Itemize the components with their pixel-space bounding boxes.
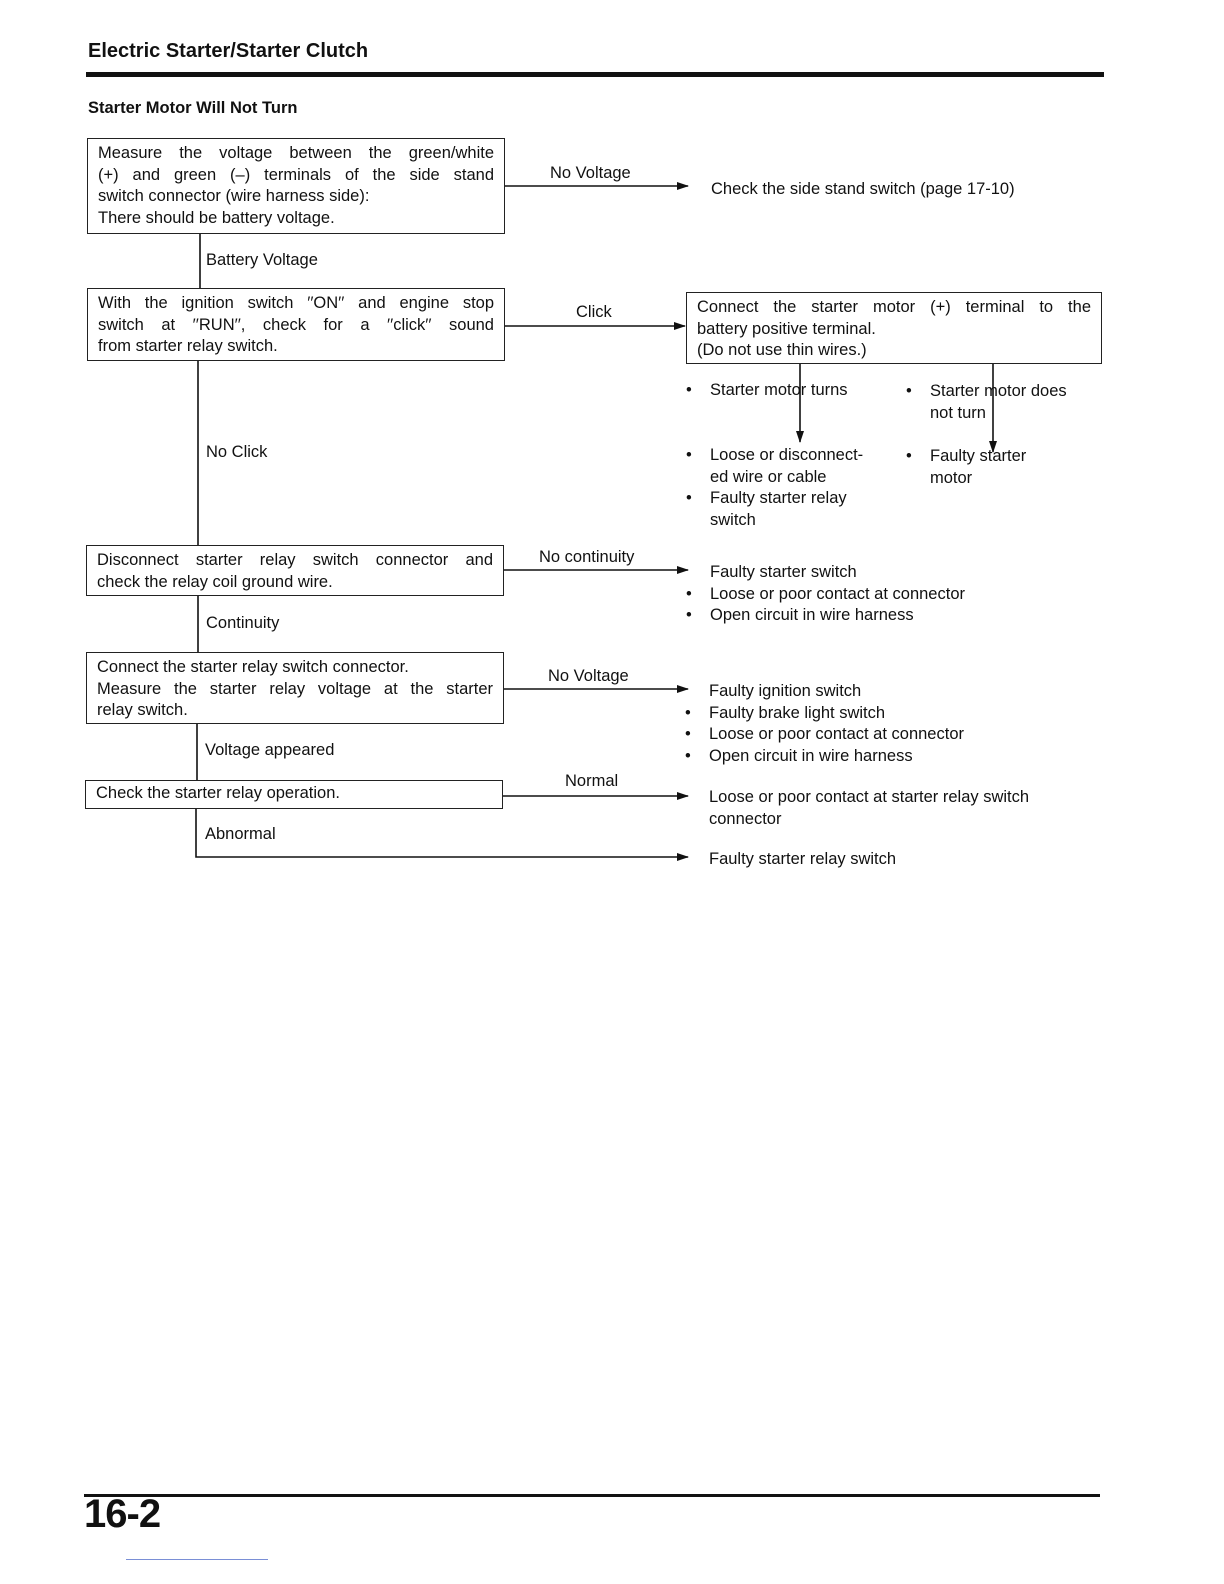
list-item [686, 488, 863, 531]
step-3-line: Disconnect starter relay switch connector and [97, 551, 493, 569]
motor-direct-test-box [686, 292, 1102, 364]
cause-text: Loose or disconnect- [710, 446, 864, 464]
result-text: Starter motor does [930, 382, 1067, 400]
step-4-measure-relay-voltage [86, 652, 504, 724]
bullet: • [906, 382, 912, 400]
list-item [685, 724, 964, 746]
bullet: • [686, 606, 692, 624]
step-4-line: relay switch. [97, 701, 188, 719]
label-click: Click [576, 303, 612, 321]
motor-test-line: battery positive terminal. [697, 319, 876, 338]
list-item [906, 381, 1067, 424]
result-motor-turns [686, 380, 848, 402]
cause-abnormal: Faulty starter relay switch [709, 850, 897, 868]
cause-text: Faulty starter switch [710, 563, 857, 581]
step-4-line: Measure the starter relay voltage at the starter [97, 679, 493, 698]
step-1-measure-voltage [87, 138, 505, 234]
step-5-line: Check the starter relay operation. [96, 784, 340, 802]
list-item [686, 562, 965, 584]
label-voltage-appeared: Voltage appeared [205, 741, 335, 759]
cause-text: motor [930, 468, 973, 487]
page-number: 16-2 [84, 1492, 161, 1536]
cause-normal [709, 787, 1029, 830]
step-1-line: Measure the voltage between the green/white [98, 144, 494, 162]
list-item [686, 605, 965, 627]
label-no-voltage-2: No Voltage [548, 667, 629, 685]
step-2-check-click [87, 288, 505, 361]
cause-text: Open circuit in wire harness [710, 606, 914, 624]
cause-text: Faulty brake light switch [709, 703, 886, 722]
bullet: • [685, 725, 691, 743]
list-item [686, 584, 965, 606]
step-3-line: check the relay coil ground wire. [97, 572, 333, 591]
cause-text: Loose or poor contact at connector [710, 584, 965, 603]
procedure-title: Starter Motor Will Not Turn [88, 99, 298, 117]
step-1-line: switch connector (wire harness side): [98, 187, 370, 205]
label-no-continuity: No continuity [539, 548, 635, 566]
motor-test-line: (Do not use thin wires.) [697, 341, 867, 359]
cause-text: Loose or poor contact at starter relay switch [709, 788, 1030, 806]
motor-test-line: Connect the starter motor (+) terminal to the [697, 298, 1091, 316]
result-text: Starter motor turns [710, 381, 848, 399]
cause-text: Open circuit in wire harness [709, 746, 913, 765]
cause-text: Faulty starter relay [710, 489, 847, 507]
causes-no-continuity [686, 562, 965, 627]
cause-text: ed wire or cable [710, 467, 827, 486]
cause-text: Faulty ignition switch [709, 682, 862, 700]
label-continuity: Continuity [206, 614, 280, 632]
list-item [685, 703, 964, 725]
footer-rule [84, 1494, 1100, 1497]
step-1-line: There should be battery voltage. [98, 208, 335, 227]
bullet: • [686, 489, 692, 507]
causes-motor-turns [686, 445, 863, 531]
label-normal: Normal [565, 772, 619, 790]
causes-no-voltage [685, 681, 964, 767]
bullet: • [685, 746, 691, 765]
bullet: • [686, 584, 692, 603]
label-abnormal: Abnormal [205, 825, 276, 843]
section-title: Electric Starter/Starter Clutch [88, 40, 369, 62]
bullet: • [686, 446, 692, 464]
bullet: • [686, 381, 692, 399]
cause-text: Faulty starter [930, 447, 1027, 465]
step-4-line: Connect the starter relay switch connector. [97, 658, 409, 676]
list-item [685, 746, 964, 768]
bullet: • [906, 447, 912, 465]
step-1-line: (+) and green (–) terminals of the side stand [98, 165, 494, 184]
causes-motor-not-turn [906, 446, 1026, 489]
step-2-line: With the ignition switch ′′ON′′ and engine stop [98, 294, 494, 312]
result-text: not turn [930, 403, 986, 422]
step-2-line: switch at ′′RUN′′, check for a ′′click′′ sound [98, 315, 494, 334]
cause-text: switch [710, 510, 756, 529]
label-no-voltage-1: No Voltage [550, 164, 631, 182]
step-5-check-relay-operation [85, 780, 503, 809]
bullet: • [685, 703, 691, 722]
list-item [686, 380, 848, 402]
list-item [685, 681, 964, 703]
result-check-side-stand: Check the side stand switch (page 17-10) [711, 180, 1015, 198]
list-item [906, 446, 1026, 489]
label-battery-voltage: Battery Voltage [206, 251, 318, 269]
label-no-click: No Click [206, 443, 268, 461]
result-motor-not-turn [906, 381, 1067, 424]
cause-text: Loose or poor contact at connector [709, 725, 964, 743]
step-3-check-ground [86, 545, 504, 596]
list-item [686, 445, 863, 488]
cause-text: connector [709, 809, 782, 828]
link-underline [126, 1559, 268, 1560]
step-2-line: from starter relay switch. [98, 337, 278, 355]
